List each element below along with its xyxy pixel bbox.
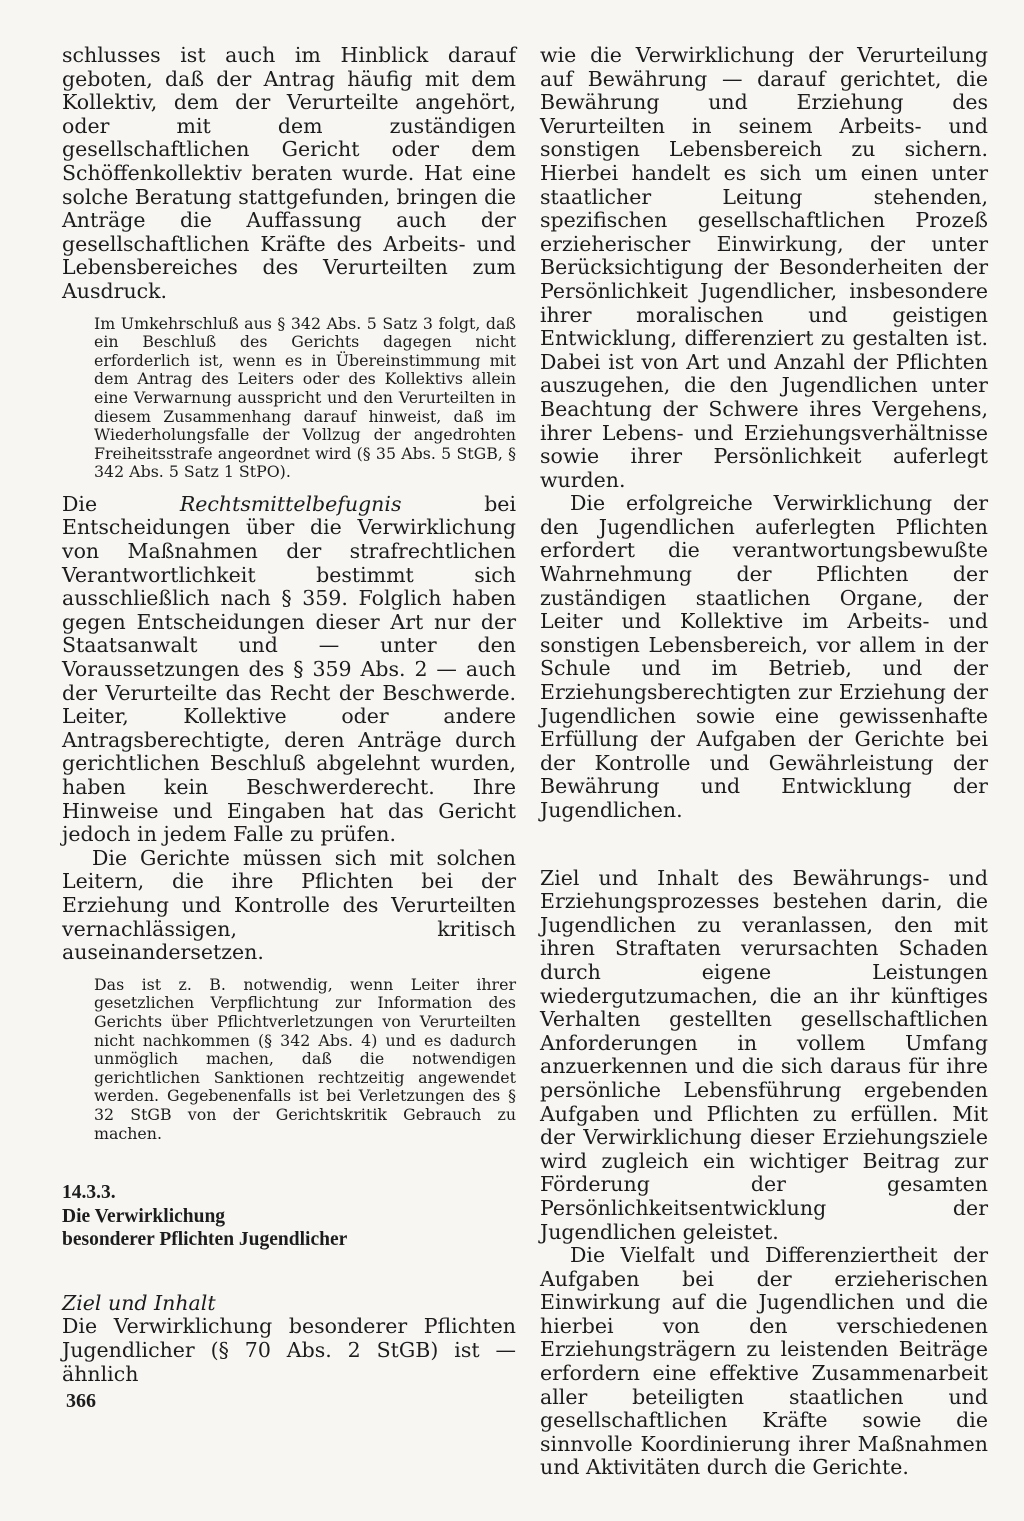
paragraph: Die Vielfalt und Differenziertheit der Aufgaben bei der erzieherischen Einwirkung auf die Jugendlichen und die hierbei von den verschiedenen Erziehungsträgern zu leistenden Beiträge erfordern eine effektive Zusammenarbeit aller beteiligten staatlichen und gesellschaftlichen Kräfte sowie die sinnvolle Koordinierung ihrer Maßnahmen und Aktivitäten durch die Gerichte. [540,1243,988,1480]
paragraph: Die Verwirklichung besonderer Pflichten Jugendlicher (§ 70 Abs. 2 StGB) ist — ähnlich [62,1314,516,1386]
paragraph: Ziel und Inhalt des Bewährungs- und Erziehungsprozesses bestehen darin, die Jugendlichen zu veranlassen, den mit ihren Straftaten verursachten Schaden durch eigene Leistungen wiedergutzumachen, die an ihr künftiges Verhalten gestellten gesellschaftlichen Anforderungen in vollem Umfang anzuerkennen und die sich daraus für ihre persönliche Lebensführung ergebenden Aufgaben und Pflichten zu erfüllen. Mit der Verwirklichung dieser Erziehungsziele wird zugleich ein wichtiger Beitrag zur Förderung der gesamten Persönlichkeitsentwicklung der Jugendlichen geleistet. [540,865,988,1244]
left-column [62,44,516,1386]
section-title-line: Die Verwirklichung [62,1205,226,1227]
paragraph-text: bei Entscheidungen über die Verwirklichung von Maßnahmen der strafrechtlichen Verantwortlichkeit bestimmt sich ausschließlich nach § 359. Folglich haben gegen Entscheidungen dieser Art nur der Staatsanwalt und — unter den Voraussetzungen des § 359 Abs. 2 — auch der Verurteilte das Recht der Beschwerde. Leiter, Kollektive oder andere Antragsberechtigte, deren Anträge durch gerichtlichen Beschluß abgelehnt wurden, haben kein Beschwerderecht. Ihre Hinweise und Eingaben hat das Gericht jedoch in jedem Falle zu prüfen. [62,491,516,847]
section-number: 14.3.3. [62,1182,116,1204]
paragraph: schlusses ist auch im Hinblick darauf geboten, daß der Antrag häufig mit dem Kollektiv, dem der Verurteilte angehört, oder mit dem zuständigen gesellschaftlichen Gericht oder dem Schöffenkollektiv beraten wurde. Hat eine solche Beratung stattgefunden, bringen die Anträge die Auffassung auch der gesellschaftlichen Kräfte des Arbeits- und Lebensbereiches des Verurteilten zum Ausdruck. [62,43,516,303]
spacer [540,823,988,867]
footnote-paragraph: Das ist z. B. notwendig, wenn Leiter ihrer gesetzlichen Verpflichtung zur Information des Gerichts über Pflichtverletzungen von Verurteilten nicht nachkommen (§ 342 Abs. 4) und es dadurch unmöglich machen, daß die notwendigen gerichtlichen Sanktionen rechtzeitig angewendet werden. Gegebenenfalls ist bei Verletzungen des § 32 StGB von der Gerichtskritik Gebrauch zu machen. [94,974,516,1143]
page-number: 366 [66,1390,96,1412]
paragraph: Die erfolgreiche Verwirklichung der den Jugendlichen auferlegten Pflichten erfordert die verantwortungsbewußte Wahrnehmung der Pflichten der zuständigen staatlichen Organe, der Leiter und Kollektive im Arbeits- und sonstigen Lebensbereich, vor allem in der Schule und im Betrieb, und der Erziehungsberechtigten zur Erziehung der Jugendlichen sowie eine gewissenhafte Erfüllung der Aufgaben der Gerichte bei der Kontrolle und Gewährleistung der Bewährung und Entwicklung der Jugendlichen. [540,491,988,822]
section-heading [62,1181,516,1252]
paragraph [62,493,516,847]
right-column [540,44,988,1480]
emphasized-term: Rechtsmittelbefugnis [179,491,402,516]
section-title-line: besonderer Pflichten Jugendlicher [62,1229,348,1251]
paragraph: Die Gerichte müssen sich mit solchen Leitern, die ihre Pflichten bei der Erziehung und Kontrolle des Verurteilten vernachlässigen, kritisch auseinandersetzen. [62,845,516,965]
footnote-paragraph: Im Umkehrschluß aus § 342 Abs. 5 Satz 3 folgt, daß ein Beschluß des Gerichts dagegen nicht erforderlich ist, wenn es in Übereinstimmung mit dem Antrag des Leiters oder des Kollektivs allein eine Verwarnung ausspricht und den Verurteilten in diesem Zusammenhang darauf hinweist, daß im Wiederholungsfalle der Vollzug der angedrohten Freiheitsstrafe angeordnet wird (§ 35 Abs. 5 StGB, § 342 Abs. 5 Satz 1 StPO). [94,313,516,482]
paragraph-text: Die [62,491,180,516]
paragraph: wie die Verwirklichung der Verurteilung auf Bewährung — darauf gerichtet, die Bewährung und Erziehung des Verurteilten in seinem Arbeits- und sonstigen Lebensbereich zu sichern. Hierbei handelt es sich um einen unter staatlicher Leitung stehenden, spezifischen gesellschaftlichen Prozeß erzieherischer Einwirkung, der unter Berücksichtigung der Besonderheiten der Persönlichkeit Jugendlicher, insbesondere ihrer moralischen und geistigen Entwicklung, differenziert zu gestalten ist. Dabei ist von Art und Anzahl der Pflichten auszugehen, die den Jugendlichen unter Beachtung der Schwere ihres Vergehens, ihrer Lebens- und Erziehungsverhältnisse sowie ihrer Persönlichkeit auferlegt wurden. [540,43,988,492]
subsection-heading: Ziel und Inhalt [62,1290,216,1315]
